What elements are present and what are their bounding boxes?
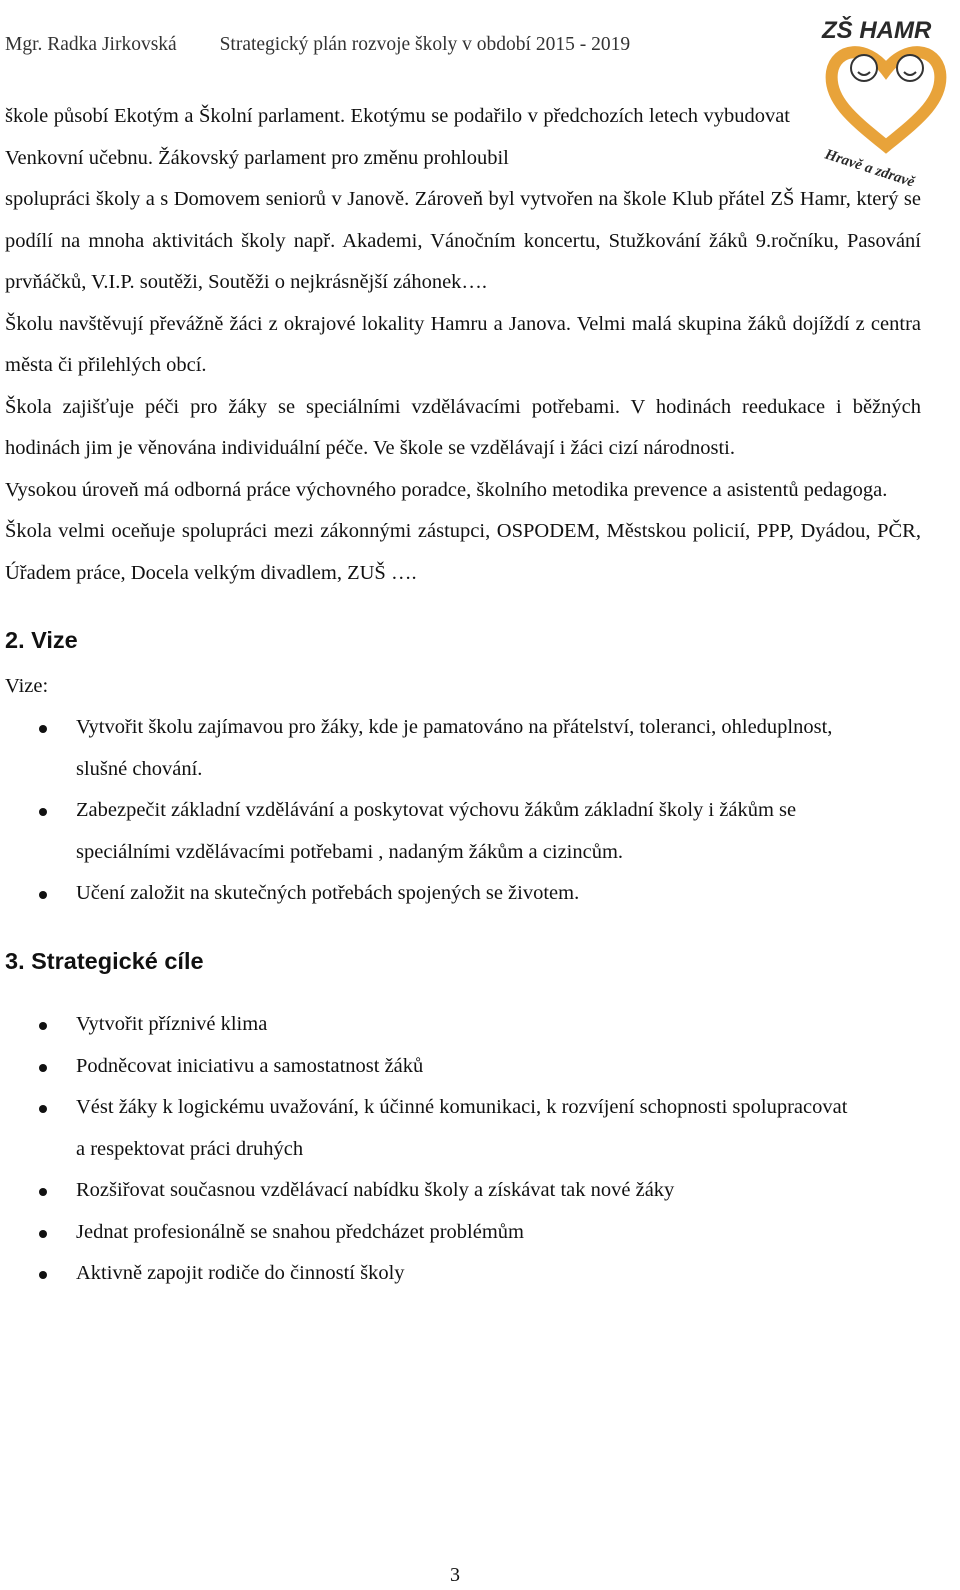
list-item: Podněcovat iniciativu a samostatnost žáků	[5, 1046, 856, 1088]
face-left-icon	[851, 55, 877, 81]
page-header	[5, 34, 630, 56]
bullet-icon	[39, 1064, 47, 1072]
bullet-icon	[39, 891, 47, 899]
paragraph-klub-pratel: spolupráci školy a s Domovem seniorů v Janově. Zároveň byl vytvořen na škole Klub přátel ZŠ Hamr, který se podílí na mnoha aktivitách školy např. Akademi, Vánočním koncertu, Stužkování žáků 9.ročníku, Pasování prvňáčků, V.I.P. soutěži, Soutěži o nejkrásnější záhonek….	[5, 188, 921, 293]
heading-strategicke-cile: 3. Strategické cíle	[5, 947, 204, 974]
heading-vize: 2. Vize	[5, 627, 78, 653]
paragraph-spoluprace: Škola velmi oceňuje spolupráci mezi zákonnými zástupci, OSPODEM, Městskou policií, PPP, Dyádou, PČR, Úřadem práce, Docela velkým divadlem, ZUŠ ….	[5, 520, 921, 584]
bullet-icon	[39, 725, 47, 733]
logo-bottom-text: Hravě a zdravě	[822, 146, 917, 191]
vize-list	[5, 707, 921, 915]
paragraph-ekotym: škole působí Ekotým a Školní parlament. Ekotýmu se podařilo v předchozích letech vybudovat Venkovní učebnu. Žákovský parlament pro změnu prohloubil	[5, 105, 790, 169]
logo-top-text: ZŠ HAMR	[822, 17, 932, 44]
list-item: Učení založit na skutečných potřebách spojených se životem.	[5, 873, 856, 915]
face-right-icon	[897, 55, 923, 81]
bullet-icon	[39, 1230, 47, 1238]
paragraph-zaci: Školu navštěvují převážně žáci z okrajové lokality Hamru a Janova. Velmi malá skupina žáků dojíždí z centra města či přilehlých obcí.	[5, 312, 921, 376]
list-item: Aktivně zapojit rodiče do činností školy	[5, 1253, 856, 1295]
page-number: 3	[450, 1564, 460, 1586]
bullet-icon	[39, 1188, 47, 1196]
list-item: Vést žáky k logickému uvažování, k účinné komunikaci, k rozvíjení schopnosti spolupracovat a respektovat práci druhých	[5, 1087, 856, 1170]
header-title: Strategický plán rozvoje školy v období 2015 - 2019	[219, 34, 631, 55]
bullet-icon	[39, 808, 47, 816]
paragraph-uroven: Vysokou úroveň má odborná práce výchovného poradce, školního metodika prevence a asistentů pedagoga.	[5, 478, 888, 501]
list-item: Rozšiřovat současnou vzdělávací nabídku školy a získávat tak nové žáky	[5, 1170, 856, 1212]
paragraph-pece: Škola zajišťuje péči pro žáky se speciálními vzdělávacími potřebami. V hodinách reedukace i běžných hodinách jim je věnována individuální péče. Ve škole se vzdělávají i žáci cizí národnosti.	[5, 395, 921, 459]
list-item: Jednat profesionálně se snahou předcházet problémům	[5, 1212, 856, 1254]
bullet-icon	[39, 1022, 47, 1030]
list-item: Zabezpečit základní vzdělávání a poskytovat výchovu žákům základní školy i žákům se speciálními vzdělávacími potřebami , nadaným žákům a cizincům.	[5, 790, 856, 873]
vize-label: Vize:	[5, 674, 49, 697]
bullet-icon	[39, 1105, 47, 1113]
list-item: Vytvořit školu zajímavou pro žáky, kde je pamatováno na přátelství, toleranci, ohleduplnost, slušné chování.	[5, 707, 856, 790]
bullet-icon	[39, 1271, 47, 1279]
cile-list	[5, 1004, 921, 1295]
list-item: Vytvořit příznivé klima	[5, 1004, 856, 1046]
header-author: Mgr. Radka Jirkovská	[5, 34, 177, 55]
page-body	[5, 96, 921, 1295]
